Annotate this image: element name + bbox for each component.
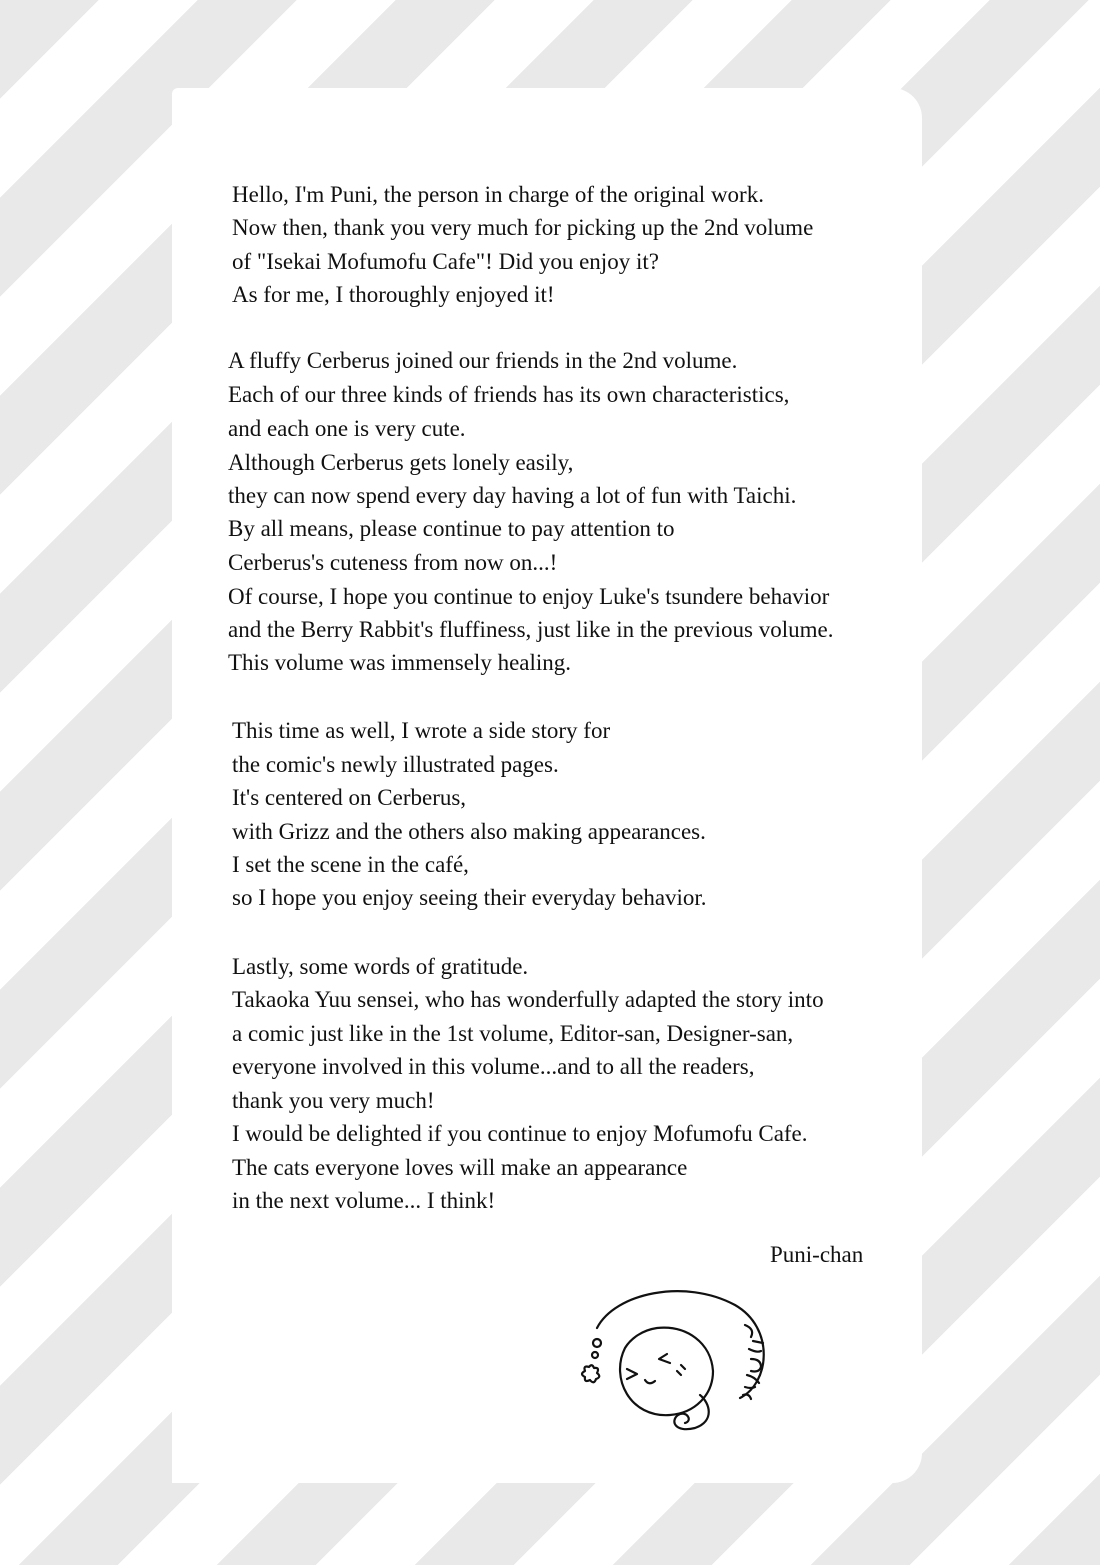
signature-left-eye-icon: [627, 1369, 637, 1379]
paragraph-4-line-5: thank you very much!: [232, 1088, 435, 1113]
paragraph-2-line-6: By all means, please continue to pay attention to: [228, 516, 675, 541]
paragraph-3-line-6: so I hope you enjoy seeing their everyday behavior.: [232, 885, 707, 910]
paragraph-1-line-3: of "Isekai Mofumofu Cafe"! Did you enjoy it?: [232, 249, 659, 274]
paragraph-3-line-3: It's centered on Cerberus,: [232, 785, 467, 810]
signature-flower-icon: [582, 1365, 599, 1382]
signature-name: Puni-chan: [770, 1242, 864, 1267]
paragraph-3-line-5: I set the scene in the café,: [232, 852, 469, 877]
paragraph-4-line-2: Takaoka Yuu sensei, who has wonderfully adapted the story into: [232, 987, 824, 1012]
paragraph-1-line-1: Hello, I'm Puni, the person in charge of the original work.: [232, 182, 764, 207]
paragraph-1-line-2: Now then, thank you very much for picking up the 2nd volume: [232, 215, 814, 240]
signature-small-circle-icon: [593, 1339, 601, 1347]
paragraph-4-line-6: I would be delighted if you continue to enjoy Mofumofu Cafe.: [232, 1121, 808, 1146]
paragraph-2-line-1: A fluffy Cerberus joined our friends in the 2nd volume.: [228, 348, 738, 373]
paragraph-4-line-1: Lastly, some words of gratitude.: [232, 954, 529, 979]
paragraph-2-line-4: Although Cerberus gets lonely easily,: [228, 450, 574, 475]
paragraph-4-line-4: everyone involved in this volume...and to all the readers,: [232, 1054, 755, 1079]
paragraph-1-line-4: As for me, I thoroughly enjoyed it!: [232, 282, 555, 307]
paragraph-2-line-9: and the Berry Rabbit's fluffiness, just like in the previous volume.: [228, 617, 834, 642]
paragraph-2-line-5: they can now spend every day having a lot of fun with Taichi.: [228, 483, 797, 508]
signature-right-eye-icon: [659, 1354, 670, 1363]
signature-cheek-marks-icon: [677, 1365, 685, 1375]
signature-mouth-icon: [645, 1380, 655, 1383]
paragraph-4-line-7: The cats everyone loves will make an appearance: [232, 1155, 688, 1180]
paragraph-2-line-2: Each of our three kinds of friends has its own characteristics,: [228, 382, 790, 407]
paragraph-4-line-8: in the next volume... I think!: [232, 1188, 496, 1213]
paragraph-3-line-1: This time as well, I wrote a side story for: [232, 718, 611, 743]
paragraph-2-line-3: and each one is very cute.: [228, 416, 466, 441]
paragraph-2-line-8: Of course, I hope you continue to enjoy Luke's tsundere behavior: [228, 584, 830, 609]
paragraph-2-line-10: This volume was immensely healing.: [228, 650, 572, 675]
puni-chan-signature-drawing: [575, 1283, 785, 1443]
signature-dot-circle-icon: [592, 1352, 598, 1358]
paragraph-2-line-7: Cerberus's cuteness from now on...!: [228, 550, 558, 575]
paragraph-3-line-4: with Grizz and the others also making appearances.: [232, 819, 706, 844]
paragraph-3-line-2: the comic's newly illustrated pages.: [232, 752, 559, 777]
paragraph-4-line-3: a comic just like in the 1st volume, Editor-san, Designer-san,: [232, 1021, 794, 1046]
signature-spiral-tail: [674, 1395, 708, 1429]
